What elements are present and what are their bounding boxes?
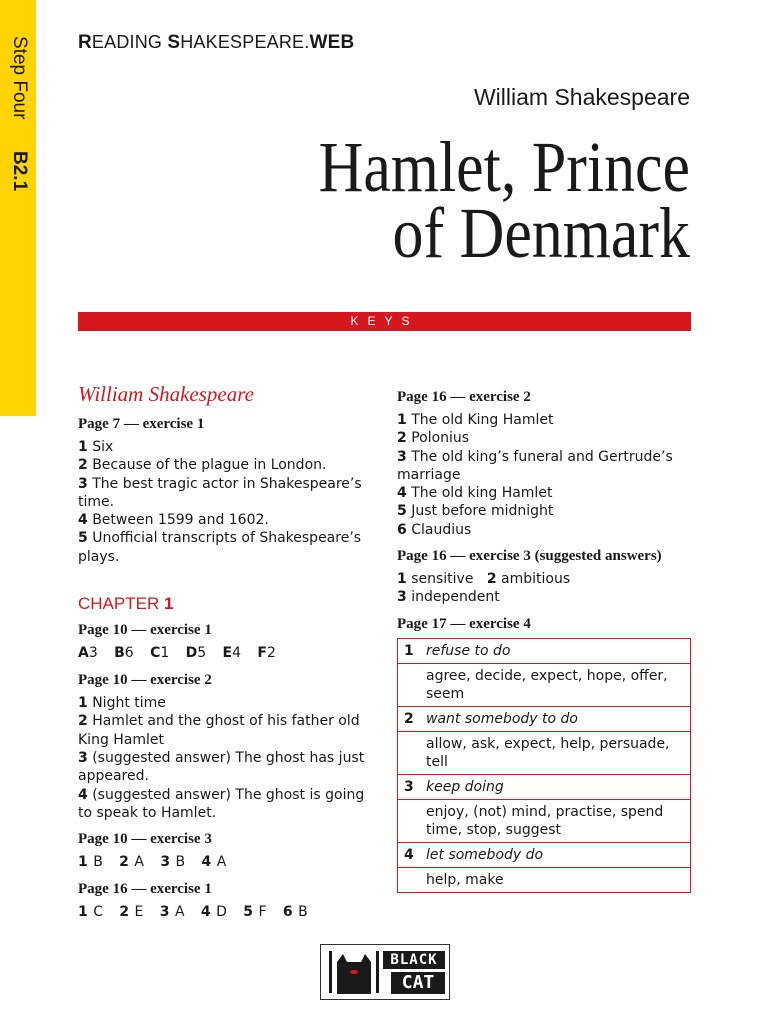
answer-item: 3 The best tragic actor in Shakespeare’s time. [78,475,362,510]
black-cat-logo [320,944,450,1000]
answer-item: 5 Unofficial transcripts of Shakespeare’s plays. [78,530,362,565]
chapter-heading: CHAPTER 1 [78,594,174,614]
answer-item: 4 (suggested answer) The ghost is going to speak to Hamlet. [78,786,365,821]
exercise-title: Page 10 — exercise 3 [78,831,212,848]
section-heading-william-shakespeare: William Shakespeare [78,382,254,406]
answer-item: 3 The old king’s funeral and Gertrude’s marriage [397,448,673,483]
exercise-title: Page 7 — exercise 1 [78,416,205,432]
answer-item: 3 independent [397,589,500,606]
step-label: Step Four [9,36,30,120]
book-title [174,127,690,273]
answer-pairs: A3 B6 C1 D5 E4 F2 [78,645,276,662]
table-row: enjoy, (not) mind, practise, spend time, stop, suggest [398,799,691,842]
exercise-title: Page 10 — exercise 1 [78,622,212,639]
exercise-title: Page 16 — exercise 2 [397,389,531,405]
series-word-reading: EADING [91,32,168,52]
answer-item: 4 Between 1599 and 1602. [78,512,269,529]
answer-item: 1 Night time [78,695,166,712]
answer-list [397,411,692,539]
series-initial-r: R [78,32,92,53]
answer-item: 2 Because of the plague in London. [78,457,327,474]
left-column [78,382,368,930]
level-label: B2.1 [9,150,30,191]
keys-banner: KEYS [78,312,691,331]
title-line-2: of Denmark [392,193,690,273]
table-row: allow, ask, expect, help, persuade, tell [398,731,691,774]
answer-list [397,570,692,607]
book-author: William Shakespeare [473,84,690,110]
table-row: 3 keep doing [398,774,691,799]
series-word-shakespeare: HAKESPEARE. [180,32,310,52]
title-line-1: Hamlet, Prince [318,127,690,207]
answer-pairs: 1 B 2 A 3 B 4 A [78,854,227,871]
answer-item: 1 Six [78,439,114,455]
answer-list [78,438,368,566]
right-column [397,388,692,893]
answer-item: 4 The old king Hamlet [397,485,553,502]
cat-icon [325,948,383,996]
answer-item: 2 Polonius [397,430,470,447]
table-row: agree, decide, expect, hope, offer, seem [398,663,691,706]
series-name [78,32,354,54]
answer-pairs: 1 C 2 E 3 A 4 D 5 F 6 B [78,904,308,921]
verb-pattern-table [397,638,691,893]
table-row: 4 let somebody do [398,842,691,867]
exercise-title: Page 16 — exercise 3 (suggested answers) [397,548,662,565]
table-row: help, make [398,867,691,892]
logo-word-black: BLACK [383,951,445,969]
series-initial-s: S [167,32,181,53]
logo-word-cat: CAT [391,972,445,994]
answer-item: 1 sensitive 2 ambitious [397,571,571,588]
answer-item: 3 (suggested answer) The ghost has just appeared. [78,749,365,785]
answer-item: 2 Hamlet and the ghost of his father old King Hamlet [78,713,360,748]
table-row: 2 want somebody to do [398,706,691,731]
table-row: 1 refuse to do [398,638,691,663]
answer-item: 5 Just before midnight [397,503,554,520]
answer-item: 1 The old King Hamlet [397,412,554,428]
answer-item: 6 Claudius [397,521,472,538]
answer-list [78,694,368,822]
exercise-title: Page 17 — exercise 4 [397,615,531,632]
sidebar-label [6,36,30,191]
exercise-title: Page 16 — exercise 1 [78,881,212,898]
exercise-title: Page 10 — exercise 2 [78,672,212,689]
series-word-web: WEB [309,32,355,53]
